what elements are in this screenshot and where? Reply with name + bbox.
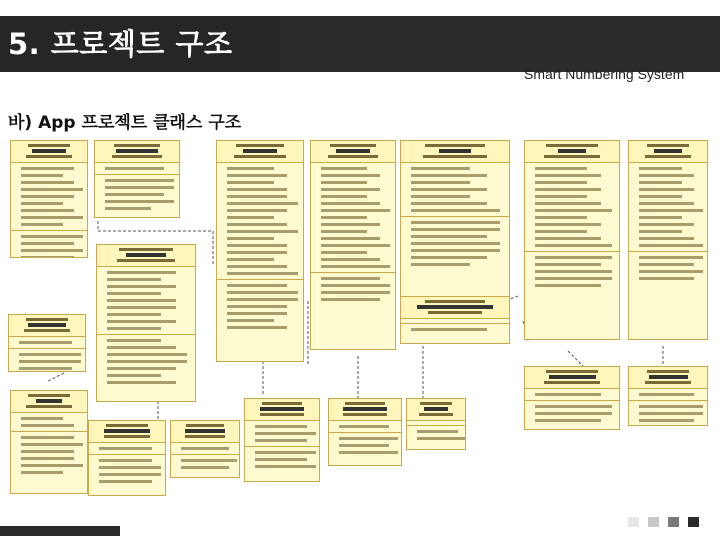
- footer-bar: [0, 526, 120, 536]
- uml-class: [400, 296, 510, 344]
- uml-class: [8, 314, 86, 372]
- uml-class: [10, 140, 88, 258]
- nav-dot: [628, 517, 639, 527]
- uml-class: [628, 140, 708, 340]
- nav-dot: [668, 517, 679, 527]
- uml-class: [328, 398, 402, 466]
- nav-dot: [688, 517, 699, 527]
- page-subtitle: Smart Numbering System: [524, 66, 685, 82]
- uml-class: [400, 140, 510, 300]
- uml-class-diagram: [8, 136, 712, 496]
- nav-dot: [648, 517, 659, 527]
- uml-class: [628, 366, 708, 426]
- uml-class: [216, 140, 304, 362]
- uml-class: [96, 244, 196, 402]
- uml-class: [244, 398, 320, 482]
- uml-class: [310, 140, 396, 350]
- page-title: 5. 프로젝트 구조: [8, 27, 233, 61]
- uml-class: [406, 398, 466, 450]
- uml-class: [170, 420, 240, 478]
- section-heading: 바) App 프로젝트 클래스 구조: [8, 113, 242, 133]
- uml-class: [524, 366, 620, 430]
- uml-class: [94, 140, 180, 218]
- uml-class: [10, 390, 88, 494]
- uml-class: [88, 420, 166, 496]
- uml-class: [524, 140, 620, 340]
